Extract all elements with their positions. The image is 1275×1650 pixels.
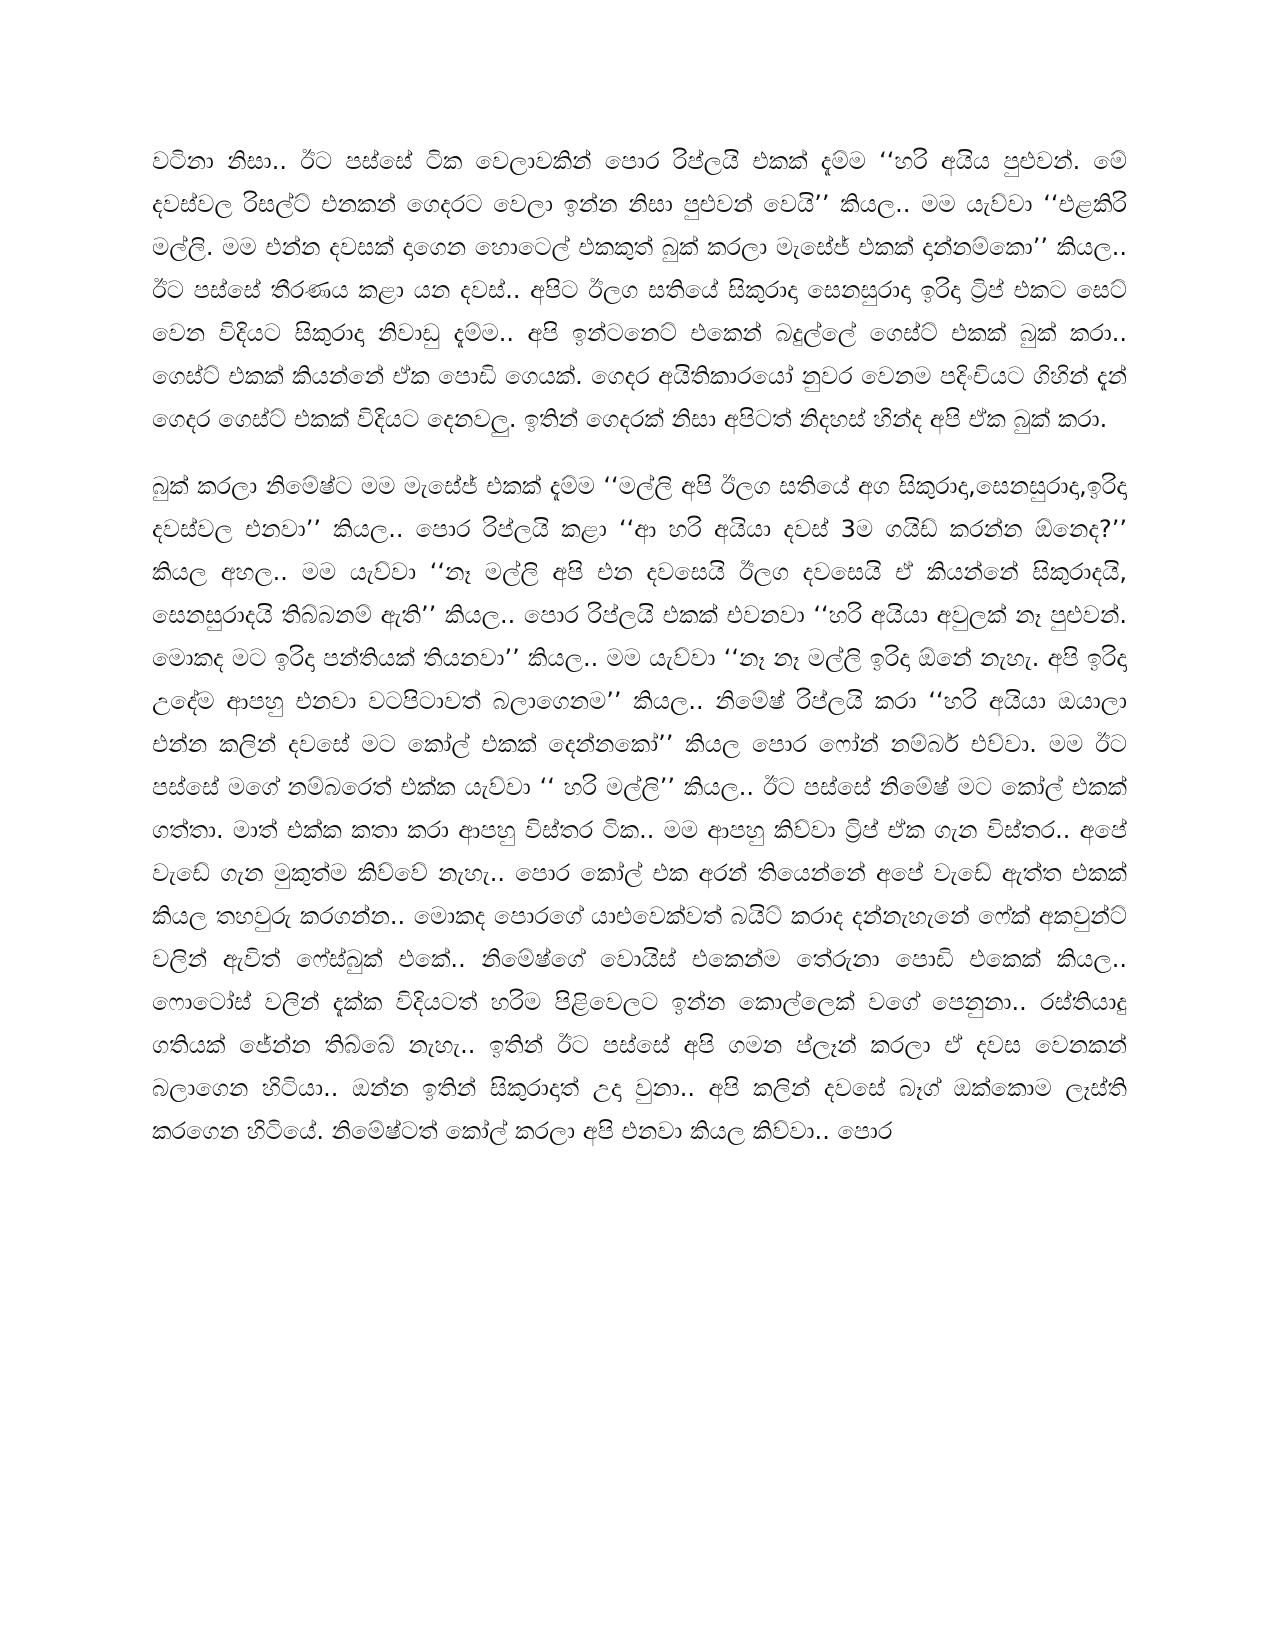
paragraph-1: වටිනා නිසා.. ඊට පස්සේ ටික වෙලාවකින් පොර රිප්ලයි එකක් දැම්ම ‘‘හරි අයිය පුළුවන්. මේ දවස්වල රිසල්ට් එනකන් ගෙදරට වෙලා ඉන්න නිසා පුළුවන් වෙයි’’ කියල.. මම යැව්වා ‘‘එළකිරි මල්ලි. මම එන්න දවසක් දාගෙන හොටෙල් එකකුත් බුක් කරලා මැසේජ් එකක් දාන්නම්කො’’ කියල.. ඊට පස්සේ තීරණය කළා යන දවස්.. අපිට ඊලග සතියේ සිකුරාදා සෙනසුරාදා ඉරිදා ට්‍රිප් එකට සෙට් වෙන විදියට සිකුරාදා නිවාඩු දැම්ම.. අපි ඉන්ටනෙට් එකෙන් බදුල්ලේ ගෙස්ට් එකක් බුක් කරා.. ගෙස්ට් එකක් කියන්නේ ඒක පොඩි ගෙයක්. ගෙදර අයිතිකාරයෝ නුවර වෙනම පදිංචියට ගිහින් දැන් ගෙදර ගෙස්ට් එකක් විදියට දෙනවලු. ඉතින් ගෙදරක් නිසා අපිටත් නිදහස් හින්ද අපි ඒක බුක් කරා. <box>152 147 1127 433</box>
body-text <box>152 140 1127 1153</box>
paragraph-2: බුක් කරලා නිමේෂ්ට මම මැසේජ් එකක් දැම්ම ‘‘මල්ලි අපි ඊලග සතියේ අග සිකුරාදා,සෙනසුරාදා,ඉරිදා දවස්වල එනවා’’ කියල.. පොර රිප්ලයි කළා ‘‘ආ හරි අයියා දවස් 3ම ගයිඩ් කරන්න ඕනෙද?’’ කියල අහල.. මම යැව්වා ‘‘නෑ මල්ලි අපි එන දවසෙයි ඊලග දවසෙයි ඒ කියන්නේ සිකුරාදයි, සෙනසුරාදයි තිබ්බනම් ඇති’’ කියල.. පොර රිප්ලයි එකක් එවනවා ‘‘හරි අයියා අවුලක් නෑ පුළුවන්. මොකද මට ඉරිදා පන්තියක් තියනවා’’ කියල.. මම යැව්වා ‘‘නෑ නෑ මල්ලි ඉරිදා ඕනේ නැහැ. අපි ඉරිදා උදේම ආපහු එනවා වටපිටාවත් බලාගෙනම’’ කියල.. නිමේෂ් රිප්ලයි කරා ‘‘හරි අයියා ඔයාලා එන්න කලින් දවසේ මට කෝල් එකක් දෙන්නකෝ’’ කියල පොර ෆෝන් නම්බර් එව්වා. මම ඊට පස්සේ මගේ නම්බරෙත් එක්ක යැව්වා ‘‘ හරි මල්ලි’’ කියල.. ඊට පස්සේ නිමේෂ් මට කෝල් එකක් ගත්තා. මාත් එක්ක කතා කරා ආපහු විස්තර ටික.. මම ආපහු කිව්වා ට්‍රිප් ඒක ගැන විස්තර.. අපේ වැඩේ ගැන මුකුත්ම කිව්වේ නැහැ.. පොර කෝල් එක අරන් තියෙන්නේ අපේ වැඩේ ඇත්ත එකක් කියල තහවුරු කරගන්න.. මොකද පොරගේ යාළුවෙක්වත් බයිට් කරාද දන්නැහැනේ ෆේක් අකවුන්ට් වලින් ඇවිත් ෆේස්බුක් එකේ.. නිමේෂ්ගේ වොයිස් එකෙන්ම තේරුනා පොඩි එකෙක් කියල.. ෆොටෝස් වලින් දැක්ක විදියටත් හරිම පිළිවෙලට ඉන්න කොල්ලෙක් වගේ පෙනුනා.. රස්තියාදු ගතියක් ජේන්න තිබ්බේ නැහැ.. ඉතින් ඊට පස්සේ අපි ගමන ප්ලෑන් කරලා ඒ දවස වෙනකන් බලාගෙන හිටියා.. ඔන්න ඉතින් සිකුරාදාත් උදා වුනා.. අපි කලින් දවසේ බෑග් ඔක්කොම ලෑස්ති කරගෙන හිටියේ. නිමේෂ්ටත් කෝල් කරලා අපි එනවා කියල කිව්වා.. පොර <box>152 472 1127 1145</box>
